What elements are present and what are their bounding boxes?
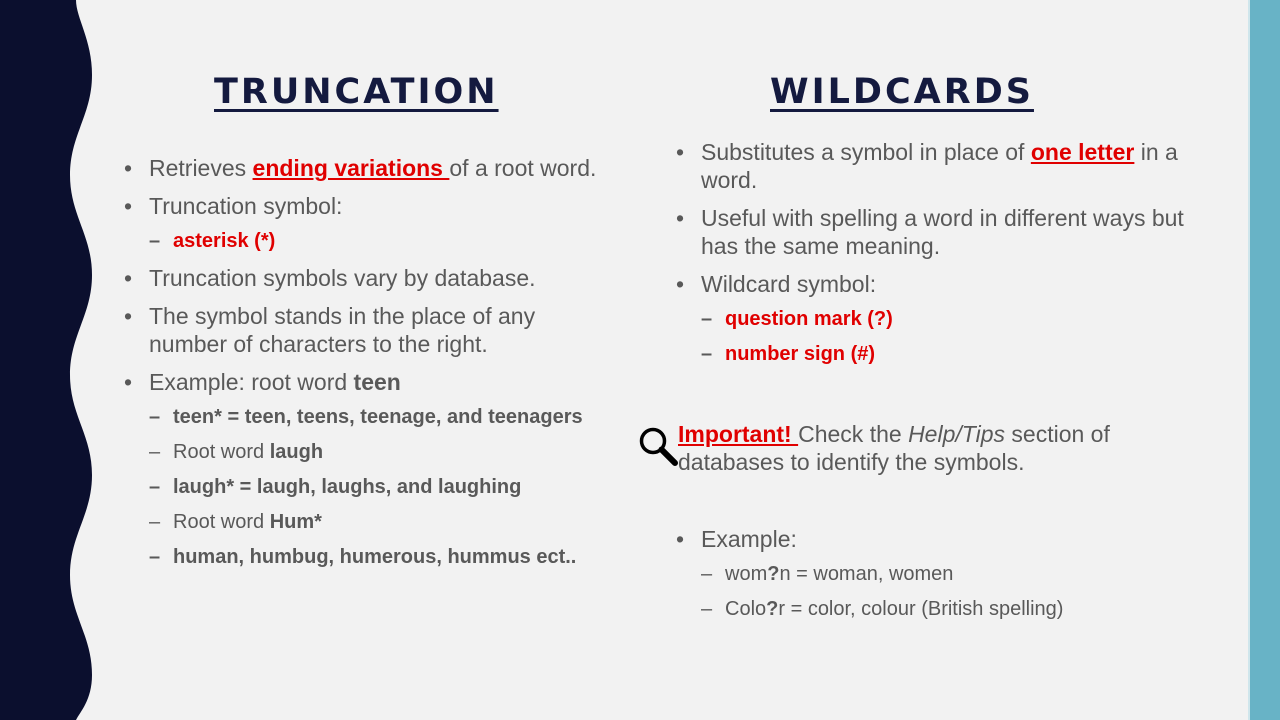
asterisk-symbol: – asterisk (*) [149,228,602,254]
truncation-bullet-stands: • The symbol stands in the place of any number of characters to the right. [122,302,602,358]
truncation-bullet-definition [122,154,602,182]
symbol-sublist [149,228,602,254]
example-root-laugh [149,439,602,465]
example-root-hum [149,509,602,535]
right-accent-bar [1250,0,1280,720]
wildcard-example-list [674,525,1214,632]
help-tips-text: Help/Tips [908,421,1006,447]
magnifier-icon [636,424,682,470]
note-text: Check the [798,421,909,447]
wildcard-bullet-spelling: • Useful with spelling a word in different ways but has the same meaning. [674,204,1204,260]
wildcards-heading: WILDCARDS [770,72,1034,112]
example-hum: – human, humbug, humerous, hummus ect.. [149,544,602,570]
wildcard-char: ? [766,598,779,620]
sub-text: wom [725,563,768,585]
truncation-bullet-example [122,368,602,570]
bullet-text: Retrieves [149,155,253,181]
root-word-laugh: laugh [269,441,324,463]
example-sublist [149,404,602,570]
example-teen: – teen* = teen, teens, teenage, and teenagers [149,404,602,430]
important-label: Important! [678,421,799,447]
highlight-ending-variations: ending variations [252,155,450,181]
wildcard-bullet-symbol [674,270,1204,367]
important-note [678,420,1198,476]
wildcards-list [674,138,1204,377]
highlight-one-letter: one letter [1030,139,1135,165]
wildcard-example-sublist [701,561,1214,622]
bullet-text: Example: [701,526,797,552]
number-sign-symbol: – number sign (#) [701,341,1204,367]
root-word-hum: Hum* [269,511,322,533]
example-woman [701,561,1214,587]
wildcard-char: ? [767,563,780,585]
wildcard-bullet-definition [674,138,1204,194]
truncation-bullet-vary: • Truncation symbols vary by database. [122,264,602,292]
truncation-list [122,154,602,580]
bullet-text: Wildcard symbol: [701,271,877,297]
truncation-heading: TRUNCATION [214,72,499,112]
sub-text: Colo [725,598,767,620]
example-colour [701,596,1214,622]
note-text: section of databases to identify the symbols. [678,421,1110,475]
sub-text: Root word [173,441,270,463]
truncation-bullet-symbol [122,192,602,254]
bullet-text: of a root word. [449,155,597,181]
bullet-text: Substitutes a symbol in place of [701,139,1031,165]
root-word-teen: teen [353,369,401,395]
bullet-text: Truncation symbol: [149,193,343,219]
sub-text: r = color, colour (British spelling) [778,598,1064,620]
sub-text: n = woman, women [779,563,954,585]
question-mark-symbol: – question mark (?) [701,306,1204,332]
wildcard-bullet-example [674,525,1214,622]
bullet-text: Example: root word [149,369,354,395]
example-laugh: – laugh* = laugh, laughs, and laughing [149,474,602,500]
bullet-text: in a word. [701,139,1178,193]
wildcard-symbol-sublist [701,306,1204,367]
decorative-wave-border [0,0,100,720]
sub-text: Root word [173,511,270,533]
